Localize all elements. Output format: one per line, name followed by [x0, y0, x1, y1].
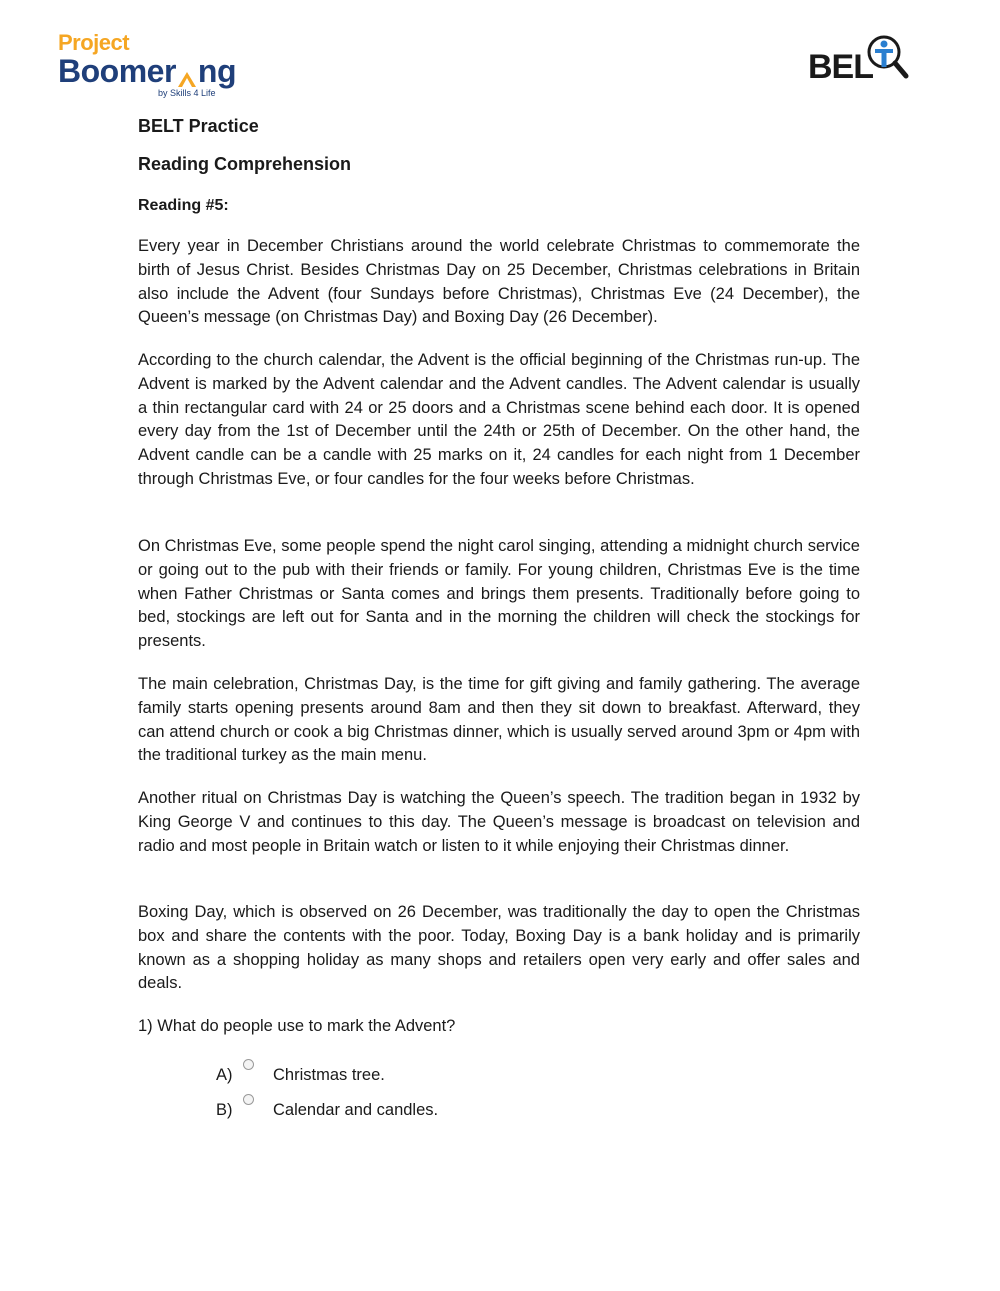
logo-boomerang-part2: ng: [197, 53, 236, 89]
belt-logo-text: BEL: [808, 48, 873, 86]
radio-button-a[interactable]: [243, 1059, 254, 1070]
option-letter: A): [216, 1066, 233, 1084]
boomerang-chevron-icon: [176, 60, 198, 90]
paragraph-5: Another ritual on Christmas Day is watching the Queen’s speech. The tradition began in 1932 by King George V and continues to this day. The Queen’s message is broadcast on television and radio and most people in Britain watch or listen to it while enjoying their Christmas dinner.: [138, 789, 860, 855]
belt-logo: [806, 32, 914, 86]
logo-project-word: Project: [58, 30, 130, 55]
section-title: Reading Comprehension: [138, 154, 352, 174]
option-label: Christmas tree.: [273, 1066, 385, 1084]
question-text: 1) What do people use to mark the Advent?: [138, 1017, 456, 1035]
paragraph-2: According to the church calendar, the Advent is the official beginning of the Christmas run-up. The Advent is marked by the Advent calendar and the Advent candles. The Advent calendar is usually a thin rectangular card with 24 or 25 doors and a Christmas scene behind each door. It is opened every day from the 1st of December until the 24th or 25th of December. On the other hand, the Advent candle can be a candle with 25 marks on it, 24 candles for each night from 1 December through Christmas Eve, or four candles for the four weeks before Christmas.: [138, 351, 860, 488]
paragraph-6: Boxing Day, which is observed on 26 December, was traditionally the day to open the Christmas box and share the contents with the poor. Today, Boxing Day is a bank holiday and is primarily known as a shopping holiday as many shops and retailers open very early and offer sales and deals.: [138, 903, 860, 993]
logo-boomerang-word: [58, 52, 236, 90]
reading-label: Reading #5:: [138, 197, 229, 214]
paragraph-3: On Christmas Eve, some people spend the night carol singing, attending a midnight church service or going out to the pub with their friends or family. For young children, Christmas Eve is the time when Father Christmas or Santa comes and brings them presents. Traditionally before going to bed, stockings are left out for Santa and in the morning the children will check the stockings for presents.: [138, 537, 860, 651]
answer-option-a[interactable]: [216, 1066, 516, 1090]
option-label: Calendar and candles.: [273, 1101, 439, 1119]
answer-option-b[interactable]: [216, 1101, 516, 1125]
paragraph-4: The main celebration, Christmas Day, is the time for gift giving and family gathering. The average family starts opening presents around 8am and then they sit down to breakfast. Afterward, they can attend church or cook a big Christmas dinner, which is usually served around 3pm or 4pm with the traditional turkey as the main menu.: [138, 675, 860, 765]
radio-button-b[interactable]: [243, 1094, 254, 1105]
logo-byline: by Skills 4 Life: [158, 88, 216, 98]
paragraph-1: Every year in December Christians around the world celebrate Christmas to commemorate the birth of Jesus Christ. Besides Christmas Day on 25 December, Christmas celebrations in Britain also include the Advent (four Sundays before Christmas), Christmas Eve (24 December), the Queen’s message (on Christmas Day) and Boxing Day (26 December).: [138, 237, 860, 327]
belt-person-icon: [869, 37, 906, 76]
logo-boomerang-part1: Boomer: [58, 53, 176, 89]
option-letter: B): [216, 1101, 233, 1119]
project-boomerang-logo: [58, 30, 278, 100]
page-title: BELT Practice: [138, 116, 259, 136]
